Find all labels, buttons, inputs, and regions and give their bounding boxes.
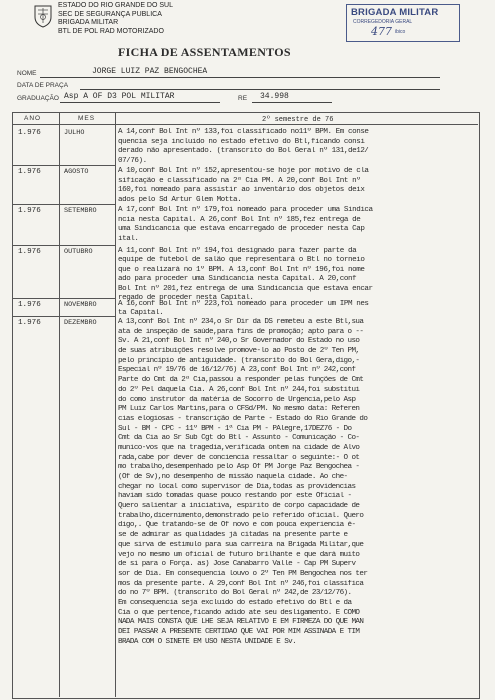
entry-line: haviam sido tomadas quase pouco restando por este Oficial - bbox=[118, 492, 352, 501]
semester-heading: 2º semestre de 76 bbox=[262, 116, 334, 124]
entry-line: do como instrutor da matéria de Socorro de Urgencia,pelo Asp bbox=[118, 395, 356, 404]
entry-text bbox=[118, 247, 476, 303]
re-value: 34.998 bbox=[260, 92, 289, 101]
entry-line: derado não apresentado. (transcrito do Bol Geral nº 131,de12/ bbox=[118, 147, 369, 156]
entry-line: vejo no mesmo um oficial de futuro brilhante e que dará muito bbox=[118, 550, 360, 559]
nome-label: NOME bbox=[17, 70, 37, 77]
letterhead-line: SEC DE SEGURANÇA PUBLICA bbox=[58, 10, 162, 18]
entry-line: mo trabalho,desempenhado pelo Asp Of PM Jorge Paz Bengochea - bbox=[118, 463, 360, 472]
entry-line: sificação e classificado na 2ª Cia PM. A 20,conf Bol Int nº bbox=[118, 176, 361, 185]
entry-line: Sv. A 21,conf Bol Int nº 240,o Sr Governador do Estado no uso bbox=[118, 337, 360, 346]
entry-month: SETEMBRO bbox=[64, 207, 97, 215]
entry-line: Especial nº 19/76 de 16/12/76) A 23,conf Bol Int nº 242,conf bbox=[118, 366, 356, 375]
column-divider bbox=[115, 112, 116, 697]
entry-year: 1.976 bbox=[18, 129, 41, 137]
entry-line: mos da presente parte. A 29,conf Bol Int nº 246,foi classifica bbox=[118, 579, 364, 588]
entry-month: NOVEMBRO bbox=[64, 301, 97, 309]
row-divider bbox=[12, 165, 115, 166]
entry-text bbox=[118, 318, 476, 647]
letterhead-line: ESTADO DO RIO GRANDE DO SUL bbox=[58, 2, 173, 9]
entry-year: 1.976 bbox=[18, 168, 41, 176]
entry-line: digo,. Que tratando-se de Of novo e com pouca experiencia é- bbox=[118, 521, 356, 530]
entry-line: ncia nesta Capital. A 26,conf Bol Int nº 185,fez entrega de bbox=[118, 215, 361, 224]
entry-line: Cia o que pertence,ficando adido ate seu desligamento. E COMO bbox=[118, 608, 360, 617]
entry-line: equipe de futebol de salão que representará o Btl no torneio bbox=[118, 256, 365, 265]
re-underline bbox=[252, 102, 332, 103]
entry-line: ta Capital. bbox=[118, 309, 164, 318]
graduacao-label: GRADUAÇÃO bbox=[17, 95, 59, 102]
column-divider bbox=[59, 112, 60, 697]
entry-line: NADA MAIS CONSTA QUE LHE SEJA RELATIVO E EM FIRMEZA DO QUE MAN bbox=[118, 618, 364, 627]
stamp-title: BRIGADA MILITAR bbox=[351, 7, 439, 18]
entry-line: sor de Dia. Em consequencia louvo o 2º Ten PM Bengochea nos ter bbox=[118, 569, 368, 578]
entry-line: A 14,conf Bol Int nº 133,foi classificado no11º BPM. Em conse bbox=[118, 128, 369, 136]
stamp-date: ibico bbox=[395, 29, 406, 35]
column-header-ano: ANO bbox=[24, 115, 42, 122]
entry-line: que o realizará no 1º BPM. A 13,conf Bol Int nº 196,foi nome bbox=[118, 265, 365, 274]
row-divider bbox=[12, 298, 115, 299]
entry-month: JULHO bbox=[64, 129, 85, 137]
entry-line: ata de inspeção de saúde,para fins de promoção; apto para o -- bbox=[118, 327, 364, 336]
entry-line: Bol Int nº 201,fez entrega de uma Sindicancia que estava encar bbox=[118, 284, 373, 293]
entry-line: regado de proceder nesta Capital. bbox=[118, 293, 254, 302]
entry-line: PM Luiz Carlos Martins,para o CFSd/PM. No mesmo data: Referen bbox=[118, 405, 360, 414]
entry-line: de si para o Força. as) Jose Canabarro Valle - Cap PM Superv bbox=[118, 560, 356, 569]
graduacao-underline bbox=[60, 102, 220, 103]
entry-year: 1.976 bbox=[18, 207, 41, 215]
entry-line: cias elogiosas - transcrição de Parte - Estado do Rio Grande do bbox=[118, 414, 368, 423]
entry-line: BRADA COM O SINETE EM USO NESTA UNIDADE E Sv. bbox=[118, 637, 297, 646]
entry-line: pelo princípio de antiguidade. (transcrito do Bol Gera,digo,- bbox=[118, 356, 360, 365]
entry-line: 07/76). bbox=[118, 156, 147, 165]
entry-line: do 2º Pel daquela Cia. A 26,conf Bol Int nº 244,foi substitui bbox=[118, 385, 360, 394]
entry-line: Quero salientar a iniciativa, espirito de corpo capacidade de bbox=[118, 502, 360, 511]
entry-line: Em consequencia seja excluido do estado efetivo do Btl e da bbox=[118, 598, 352, 607]
row-divider bbox=[12, 245, 115, 246]
entry-line: se de admirar as qualidades já citadas na presente parte e bbox=[118, 531, 348, 540]
entry-line: ital. bbox=[118, 234, 139, 243]
entry-line: (Of de Sv),no desempenho de missão naquela cidade. Ao che- bbox=[118, 473, 348, 481]
letterhead-line: BTL DE POL RAD MOTORIZADO bbox=[58, 27, 164, 35]
entry-line: A 10,conf Bol Int nº 152,apresentou-se hoje por motivo de cla bbox=[118, 167, 369, 175]
entry-month: AGOSTO bbox=[64, 168, 89, 176]
row-divider bbox=[12, 316, 115, 317]
entry-line: ados pelo Sd Artur Glem Motta. bbox=[118, 195, 242, 204]
entry-line: A 13,conf Bol Int nº 234,o Sr Dir da DS remeteu a este Btl,sua bbox=[118, 318, 364, 326]
entry-text bbox=[118, 206, 476, 244]
re-label: RE bbox=[238, 95, 248, 102]
entry-text bbox=[118, 128, 476, 166]
entry-line: munico-vos que na tragedia,verificada ontem na cidade de Alvo bbox=[118, 443, 360, 452]
entry-line: quencia seja incluido no estado efetivo do Btl,ficando consi bbox=[118, 137, 365, 146]
data-praca-label: DATA DE PRAÇA bbox=[17, 82, 69, 89]
stamp-number: 477 bbox=[371, 25, 392, 38]
entry-line: de suas atribuições resolve promove-lo ao Posto de 2º Ten PM, bbox=[118, 347, 360, 356]
entry-line: A 11,conf Bol Int nº 194,foi designado para fazer parte da bbox=[118, 247, 357, 255]
entry-line: A 17,conf Bol Int nº 179,foi nomeado para proceder uma Sindica bbox=[118, 206, 373, 214]
registry-stamp bbox=[346, 4, 460, 42]
row-divider bbox=[12, 204, 115, 205]
entry-year: 1.976 bbox=[18, 319, 41, 327]
entry-line: Sul - BM - CPC - 11º BPM - 1ª Cia PM - PAlegre,17DEZ76 - Do bbox=[118, 424, 352, 433]
entry-line: trabalho,dicernimento,demonstrado pelo referido oficial. Quero bbox=[118, 511, 364, 520]
nome-value: JORGE LUIZ PAZ BENGOCHEA bbox=[92, 67, 208, 76]
entry-line: 160,foi nomeado para assistir ao inventário dos objetos deix bbox=[118, 186, 365, 195]
document-title: FICHA DE ASSENTAMENTOS bbox=[118, 45, 291, 59]
entry-line: A 16,conf Bol Int nº 223,foi nomeado para proceder um IPM nes bbox=[118, 300, 369, 308]
letterhead bbox=[58, 2, 173, 36]
entry-line: uma Sindicancia que estava encarregado de proceder nesta Cap bbox=[118, 225, 365, 234]
entry-line: do no 7º BPM. (transcrito do Bol Geral nº 242,de 23/12/76). bbox=[118, 589, 352, 598]
entry-line: chegar no local como supervisor de Dia,todas as providencias bbox=[118, 482, 356, 491]
entry-line: rada,cabe por dever de conciencia ressaltar o seguinte:- O ot bbox=[118, 453, 360, 462]
entry-line: Cmt da Cia ao Sr Sub Cgt do Btl - Assunto - Comunicação - Co- bbox=[118, 434, 360, 443]
graduacao-value: Asp A OF D3 POL MILITAR bbox=[64, 92, 175, 101]
entry-line: DEI PASSAR A PRESENTE CERTIDÃO QUE VAI POR MIM ASSINADA E TIM bbox=[118, 628, 360, 636]
nome-underline bbox=[40, 77, 440, 78]
entry-year: 1.976 bbox=[18, 248, 41, 256]
column-header-mes: MES bbox=[78, 115, 96, 122]
header-divider bbox=[12, 124, 478, 125]
entry-line: Parte do Cmt da 2ª Cia,passou a responder pelas funções de Cmt bbox=[118, 376, 364, 385]
coat-of-arms-icon bbox=[33, 4, 53, 28]
letterhead-line: BRIGADA MILITAR bbox=[58, 19, 119, 27]
entry-year: 1.976 bbox=[18, 301, 41, 309]
data-praca-underline bbox=[80, 89, 440, 90]
entry-month: OUTUBRO bbox=[64, 248, 93, 256]
entry-line: que sirva de estimulo para sua carreira na Brigada Militar,que bbox=[118, 540, 364, 549]
entry-text bbox=[118, 300, 476, 319]
stamp-subtitle: CORREGEDORIA GERAL bbox=[353, 19, 413, 25]
entry-text bbox=[118, 167, 476, 205]
entry-month: DEZEMBRO bbox=[64, 319, 97, 327]
entry-line: ado para proceder uma Sindicancia nesta Capital. A 20,conf bbox=[118, 275, 357, 284]
